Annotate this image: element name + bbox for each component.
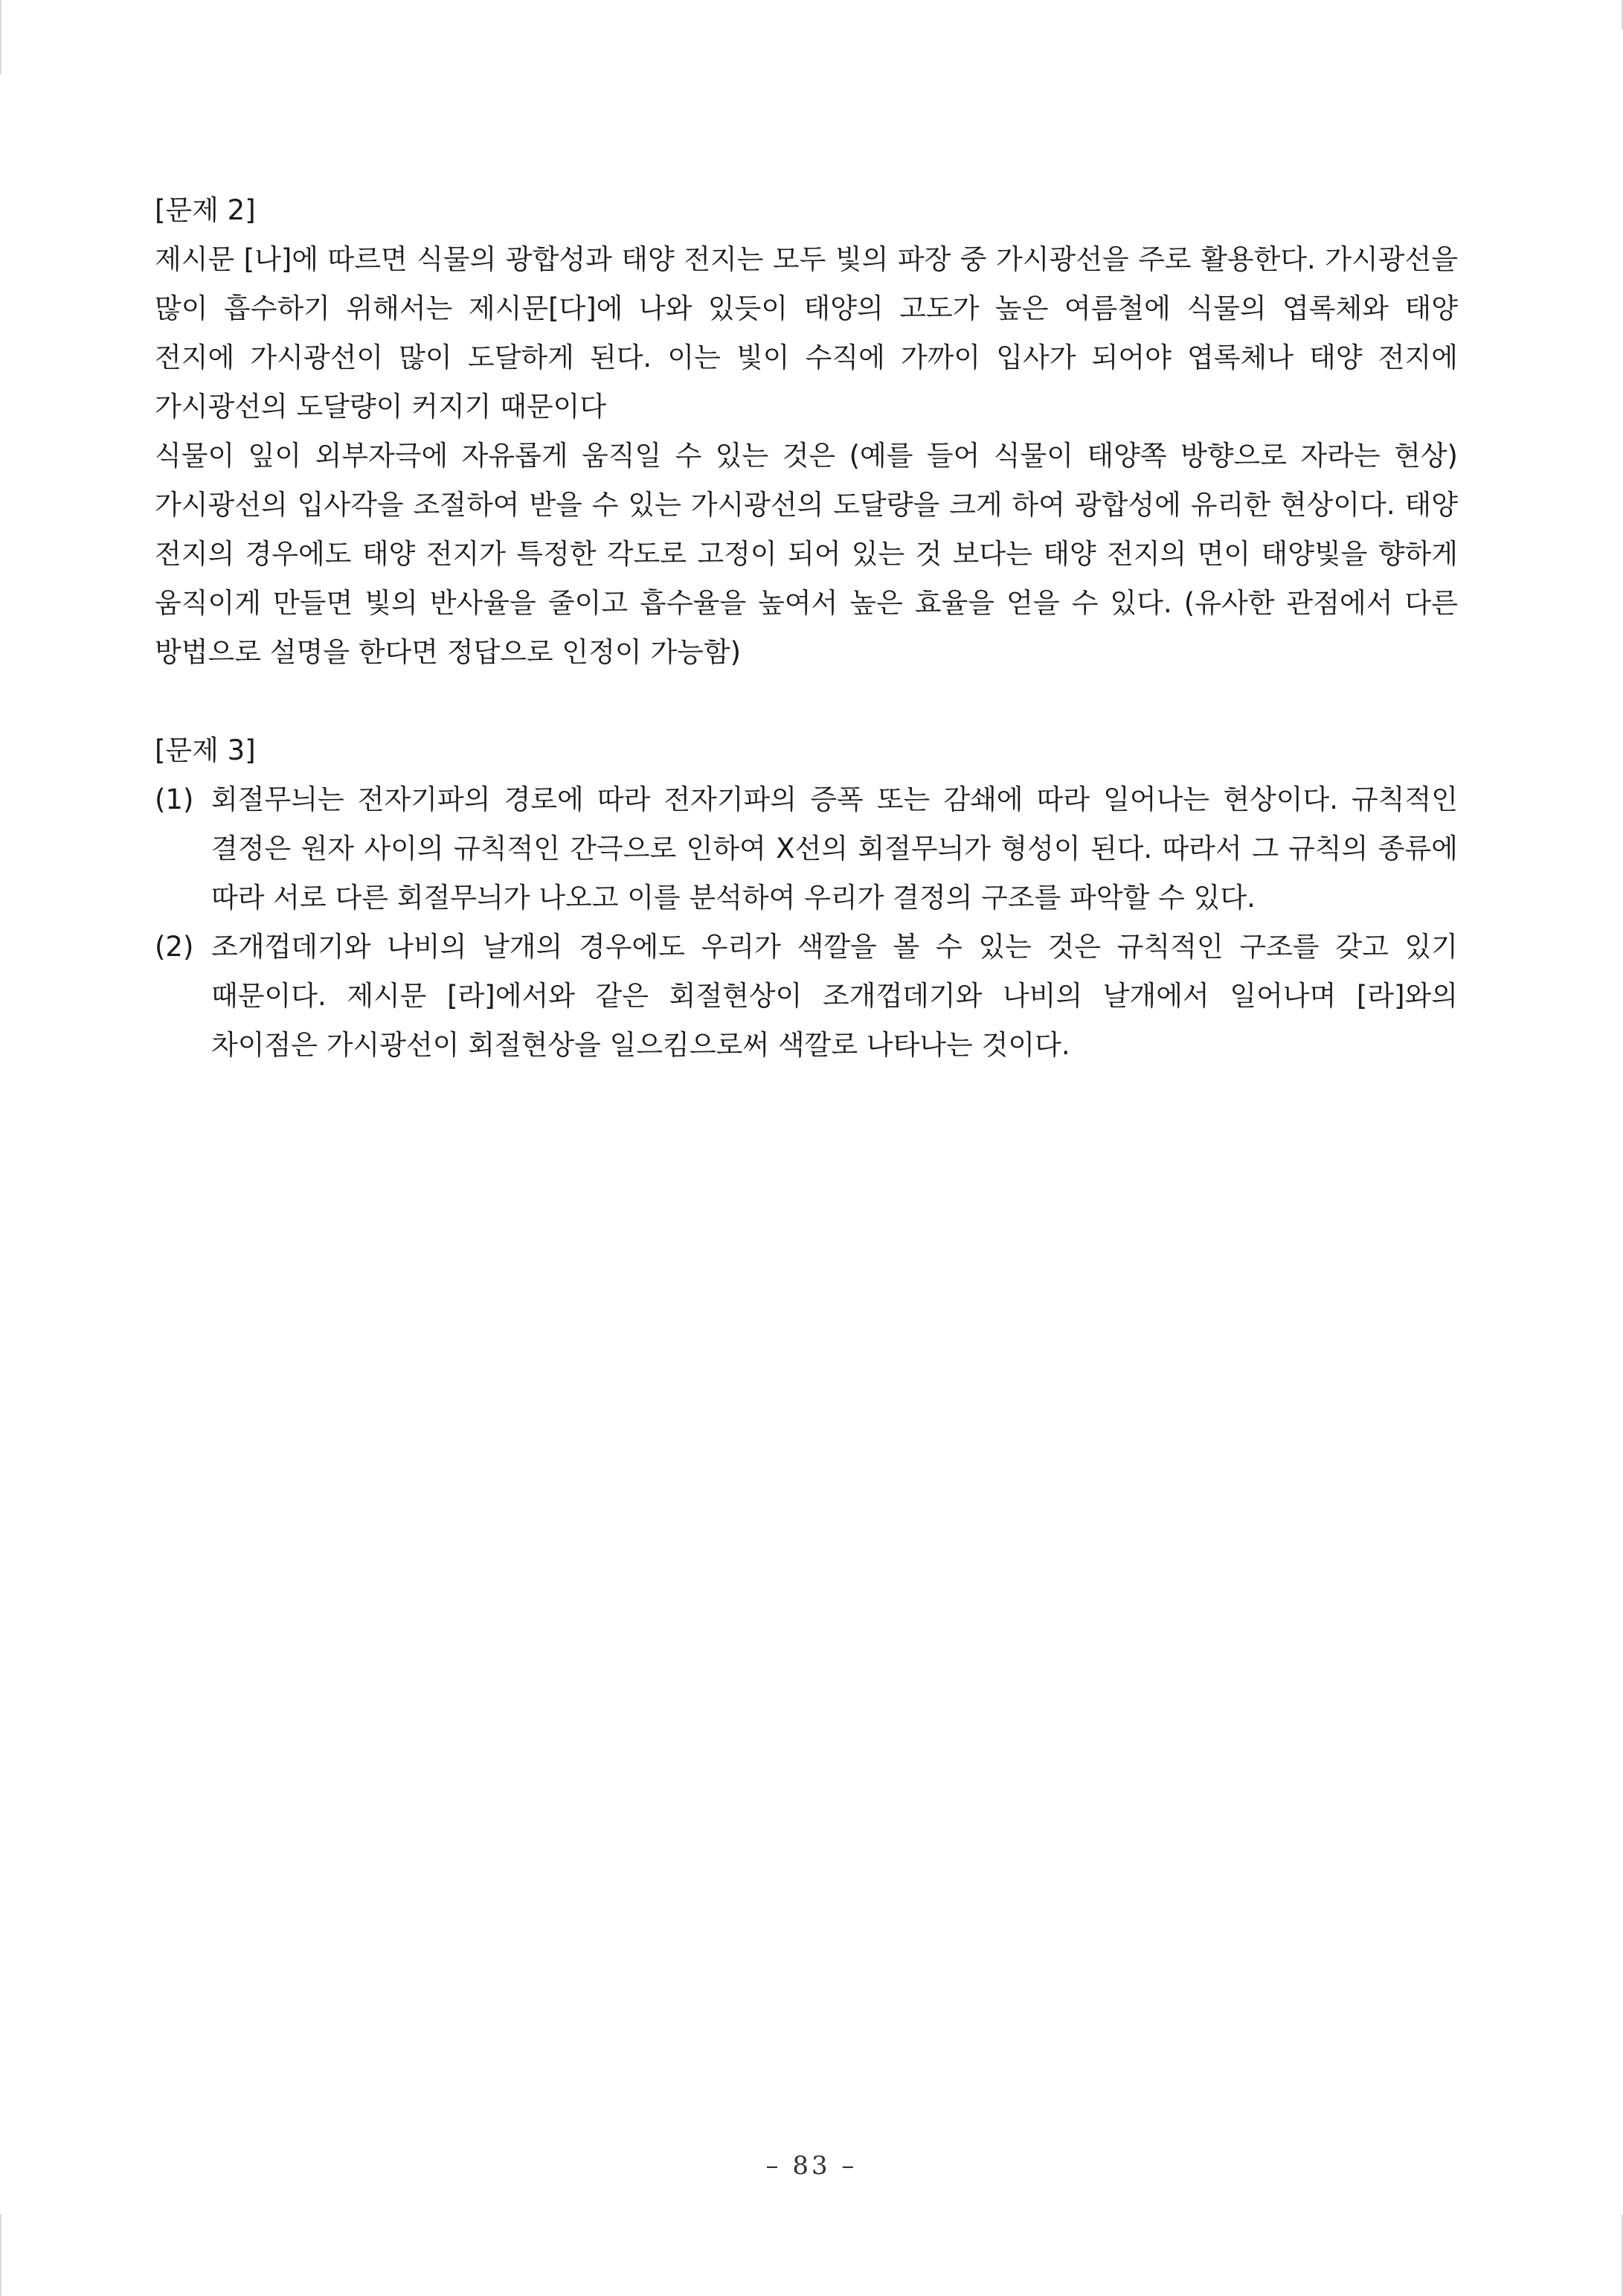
section-title: [문제 3] xyxy=(155,734,256,766)
paragraph: 식물이 잎이 외부자극에 자유롭게 움직일 수 있는 것은 (예를 들어 식물이 태양쪽 방향으로 자라는 현상) 가시광선의 입사각을 조절하여 받을 수 있는 가시광선의 도달량을 크게 하여 광합성에 유리한 현상이다. 태양 전지의 경우에도 태양 전지가 특정한 각도로 고정이 되어 있는 것 보다는 태양 전지의 면이 태양빛을 향하게 움직이게 만들면 빛의 반사율을 줄이고 흡수율을 높여서 높은 효율을 얻을 수 있다. (유사한 관점에서 다른 방법으로 설명을 한다면 정답으로 인정이 가능함) xyxy=(155,440,1458,668)
crop-mark-bottom-left xyxy=(0,2214,1,2296)
document-body xyxy=(155,186,1458,1070)
section-problem-3 xyxy=(155,726,1458,1070)
numbered-item xyxy=(155,923,1458,1070)
crop-mark-top-left xyxy=(0,0,1,74)
section-problem-2 xyxy=(155,186,1458,677)
item-text: 조개껍데기와 나비의 날개의 경우에도 우리가 색깔을 볼 수 있는 것은 규칙적인 구조를 갖고 있기 때문이다. 제시문 [라]에서와 같은 회절현상이 조개껍데기와 나비의 날개에서 일어나며 [라]와의 차이점은 가시광선이 회절현상을 일으킴으로써 색깔로 나타나는 것이다. xyxy=(211,931,1458,1061)
item-number: (1) xyxy=(155,783,194,815)
paragraph: 제시문 [나]에 따르면 식물의 광합성과 태양 전지는 모두 빛의 파장 중 가시광선을 주로 활용한다. 가시광선을 많이 흡수하기 위해서는 제시문[다]에 나와 있듯이 태양의 고도가 높은 여름철에 식물의 엽록체와 태양 전지에 가시광선이 많이 도달하게 된다. 이는 빛이 수직에 가까이 입사가 되어야 엽록체나 태양 전지에 가시광선의 도달량이 커지기 때문이다 xyxy=(155,243,1458,423)
page-number: – 83 – xyxy=(765,2151,858,2181)
item-text: 회절무늬는 전자기파의 경로에 따라 전자기파의 증폭 또는 감쇄에 따라 일어나는 현상이다. 규칙적인 결정은 원자 사이의 규칙적인 간극으로 인하여 X선의 회절무늬가 형성이 된다. 따라서 그 규칙의 종류에 따라 서로 다른 회절무늬가 나오고 이를 분석하여 우리가 결정의 구조를 파악할 수 있다. xyxy=(211,783,1458,914)
section-title: [문제 2] xyxy=(155,194,256,226)
numbered-item xyxy=(155,775,1458,923)
item-number: (2) xyxy=(155,931,194,963)
section-gap xyxy=(155,677,1458,726)
